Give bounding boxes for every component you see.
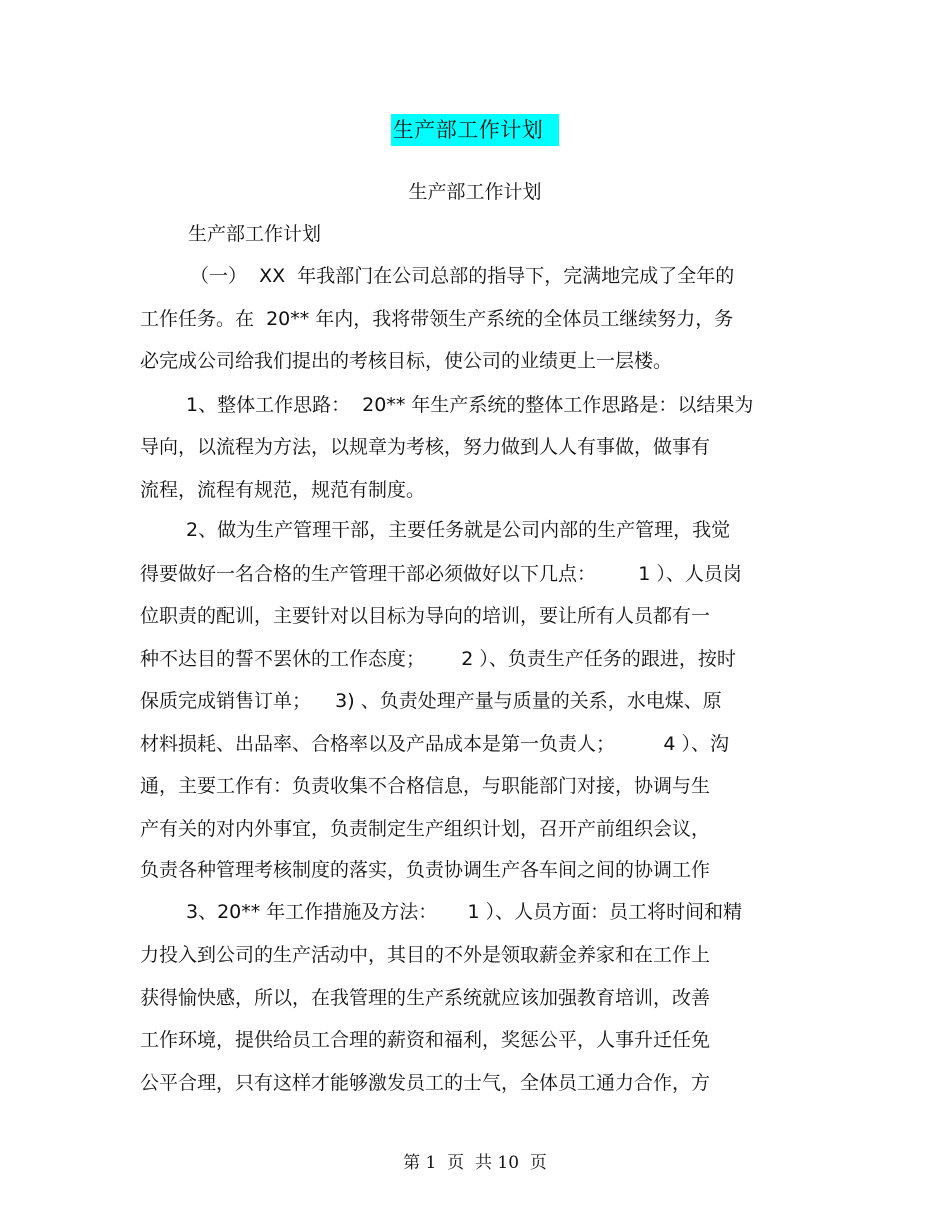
body-line: 2、做为生产管理干部，主要任务就是公司内部的生产管理，我觉 <box>186 519 731 541</box>
document-subtitle: 生产部工作计划 <box>408 181 542 203</box>
body-line: 负责各种管理考核制度的落实，负责协调生产各车间之间的协调工作 <box>140 859 711 881</box>
body-line: 必完成公司给我们提出的考核目标，使公司的业绩更上一层楼。 <box>140 350 673 372</box>
page-footer: 第 1 页 共 10 页 <box>403 1153 547 1173</box>
body-line: 产有关的对内外事宜，负责制定生产组织计划，召开产前组织会议， <box>140 818 711 840</box>
body-line: 保质完成销售订单； 3) 、负责处理产量与质量的关系，水电煤、原 <box>140 690 722 712</box>
body-line: 流程，流程有规范，规范有制度。 <box>140 479 426 501</box>
body-line: 导向，以流程为方法，以规章为考核，努力做到人人有事做，做事有 <box>140 436 711 458</box>
body-line: 公平合理，只有这样才能够激发员工的士气，全体员工通力合作，方 <box>140 1072 711 1094</box>
body-line: 材料损耗、出品率、合格率以及产品成本是第一负责人； 4 ）、沟 <box>140 733 729 755</box>
section-heading: 生产部工作计划 <box>188 223 322 245</box>
body-line: 工作环境，提供给员工合理的薪资和福利，奖惩公平，人事升迁任免 <box>140 1029 711 1051</box>
body-line: 获得愉快感，所以，在我管理的生产系统就应该加强教育培训，改善 <box>140 987 711 1009</box>
body-line: 得要做好一名合格的生产管理干部必须做好以下几点： 1 ）、人员岗 <box>140 563 742 585</box>
body-line: 通，主要工作有：负责收集不合格信息，与职能部门对接，协调与生 <box>140 775 711 797</box>
body-line: 位职责的配训，主要针对以目标为导向的培训，要让所有人员都有一 <box>140 605 711 627</box>
title-container <box>0 114 950 146</box>
body-line: 力投入到公司的生产活动中，其目的不外是领取薪金养家和在工作上 <box>140 944 711 966</box>
body-line: 3、20** 年工作措施及方法： 1 ）、人员方面：员工将时间和精 <box>186 901 743 923</box>
body-line: 种不达目的誓不罢休的工作态度； 2 ）、负责生产任务的跟进，按时 <box>140 648 736 670</box>
document-title: 生产部工作计划 <box>391 114 560 146</box>
body-line: （一） XX 年我部门在公司总部的指导下，完满地完成了全年的 <box>190 265 735 287</box>
body-line: 工作任务。在 20** 年内，我将带领生产系统的全体员工继续努力，务 <box>140 308 734 330</box>
body-line: 1、整体工作思路： 20** 年生产系统的整体工作思路是：以结果为 <box>186 394 754 416</box>
